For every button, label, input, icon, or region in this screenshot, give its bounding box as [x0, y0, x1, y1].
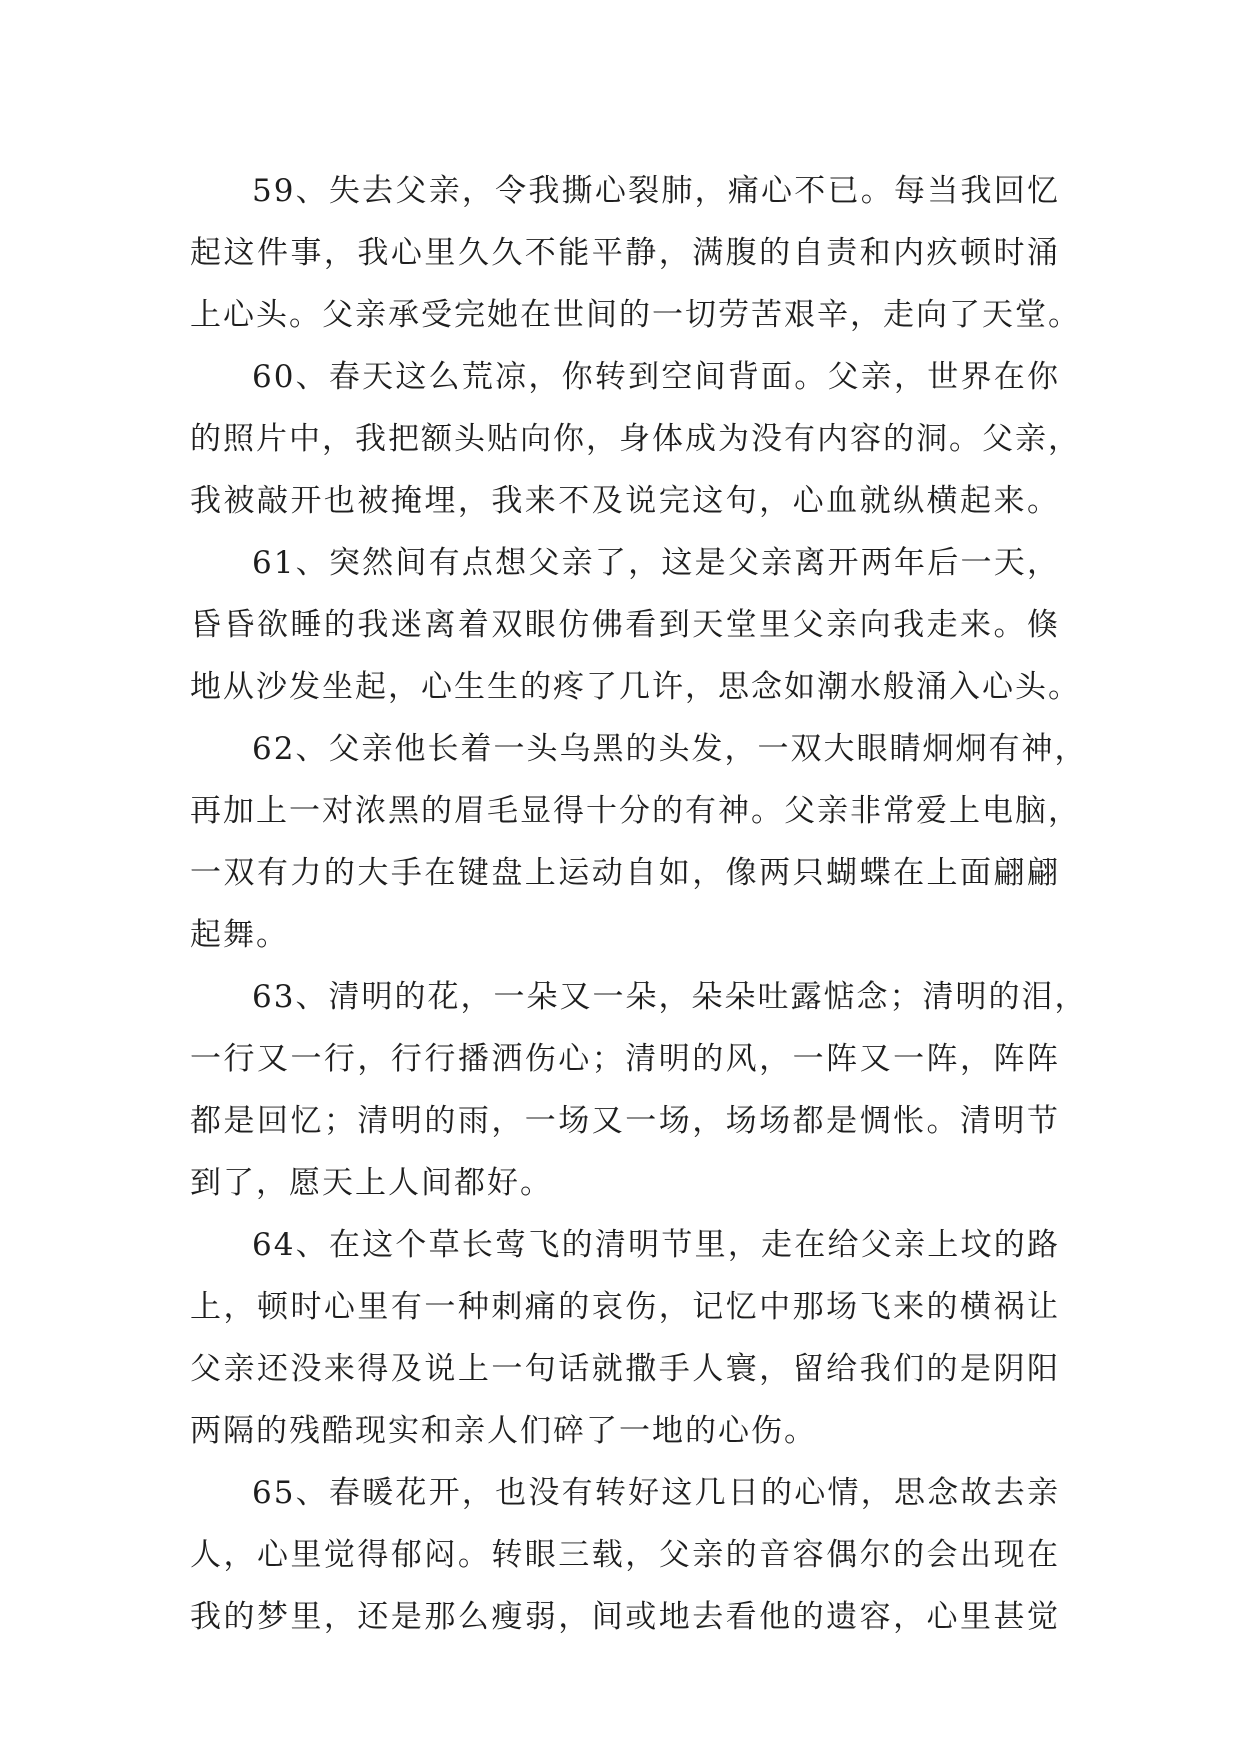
text-line: 60、春天这么荒凉，你转到空间背面。父亲，世界在你 [252, 359, 1060, 395]
text-line: 61、突然间有点想父亲了，这是父亲离开两年后一天， [252, 545, 1060, 581]
text-line: 地从沙发坐起，心生生的疼了几许，思念如潮水般涌入心头。 [190, 669, 1081, 705]
text-line: 的照片中，我把额头贴向你，身体成为没有内容的洞。父亲， [190, 421, 1081, 457]
text-line: 64、在这个草长莺飞的清明节里，走在给父亲上坟的路 [252, 1227, 1060, 1263]
paragraph-63 [190, 966, 1088, 1214]
text-line: 65、春暖花开，也没有转好这几日的心情，思念故去亲 [252, 1475, 1060, 1511]
text-line: 63、清明的花，一朵又一朵，朵朵吐露惦念；清明的泪， [252, 979, 1088, 1015]
paragraph-60 [190, 346, 1081, 532]
text-line: 我被敲开也被掩埋，我来不及说完这句，心血就纵横起来。 [190, 483, 1060, 519]
text-line: 两隔的残酷现实和亲人们碎了一地的心伤。 [190, 1413, 817, 1449]
text-line: 一行又一行，行行播洒伤心；清明的风，一阵又一阵，阵阵 [190, 1041, 1060, 1077]
paragraph-64 [190, 1214, 1060, 1462]
text-line: 都是回忆；清明的雨，一场又一场，场场都是惆怅。清明节 [190, 1103, 1060, 1139]
paragraph-65 [190, 1462, 1060, 1648]
paragraph-62 [190, 718, 1088, 966]
text-line: 人，心里觉得郁闷。转眼三载，父亲的音容偶尔的会出现在 [190, 1537, 1060, 1573]
text-line: 上，顿时心里有一种刺痛的哀伤，记忆中那场飞来的横祸让 [190, 1289, 1060, 1325]
text-line: 父亲还没来得及说上一句话就撒手人寰，留给我们的是阴阳 [190, 1351, 1060, 1387]
text-line: 一双有力的大手在键盘上运动自如，像两只蝴蝶在上面翩翩 [190, 855, 1060, 891]
paragraph-61 [190, 532, 1081, 718]
text-line: 我的梦里，还是那么瘦弱，间或地去看他的遗容，心里甚觉 [190, 1599, 1060, 1635]
text-line: 59、失去父亲，令我撕心裂肺，痛心不已。每当我回忆 [252, 173, 1060, 209]
text-line: 到了，愿天上人间都好。 [190, 1165, 553, 1201]
text-line: 上心头。父亲承受完她在世间的一切劳苦艰辛，走向了天堂。 [190, 297, 1081, 333]
paragraph-59 [190, 160, 1081, 346]
document-body [190, 160, 1088, 1648]
text-line: 62、父亲他长着一头乌黑的头发，一双大眼睛炯炯有神， [252, 731, 1088, 767]
text-line: 昏昏欲睡的我迷离着双眼仿佛看到天堂里父亲向我走来。倏 [190, 607, 1060, 643]
text-line: 再加上一对浓黑的眉毛显得十分的有神。父亲非常爱上电脑， [190, 793, 1081, 829]
text-line: 起舞。 [190, 917, 289, 953]
text-line: 起这件事，我心里久久不能平静，满腹的自责和内疚顿时涌 [190, 235, 1060, 271]
